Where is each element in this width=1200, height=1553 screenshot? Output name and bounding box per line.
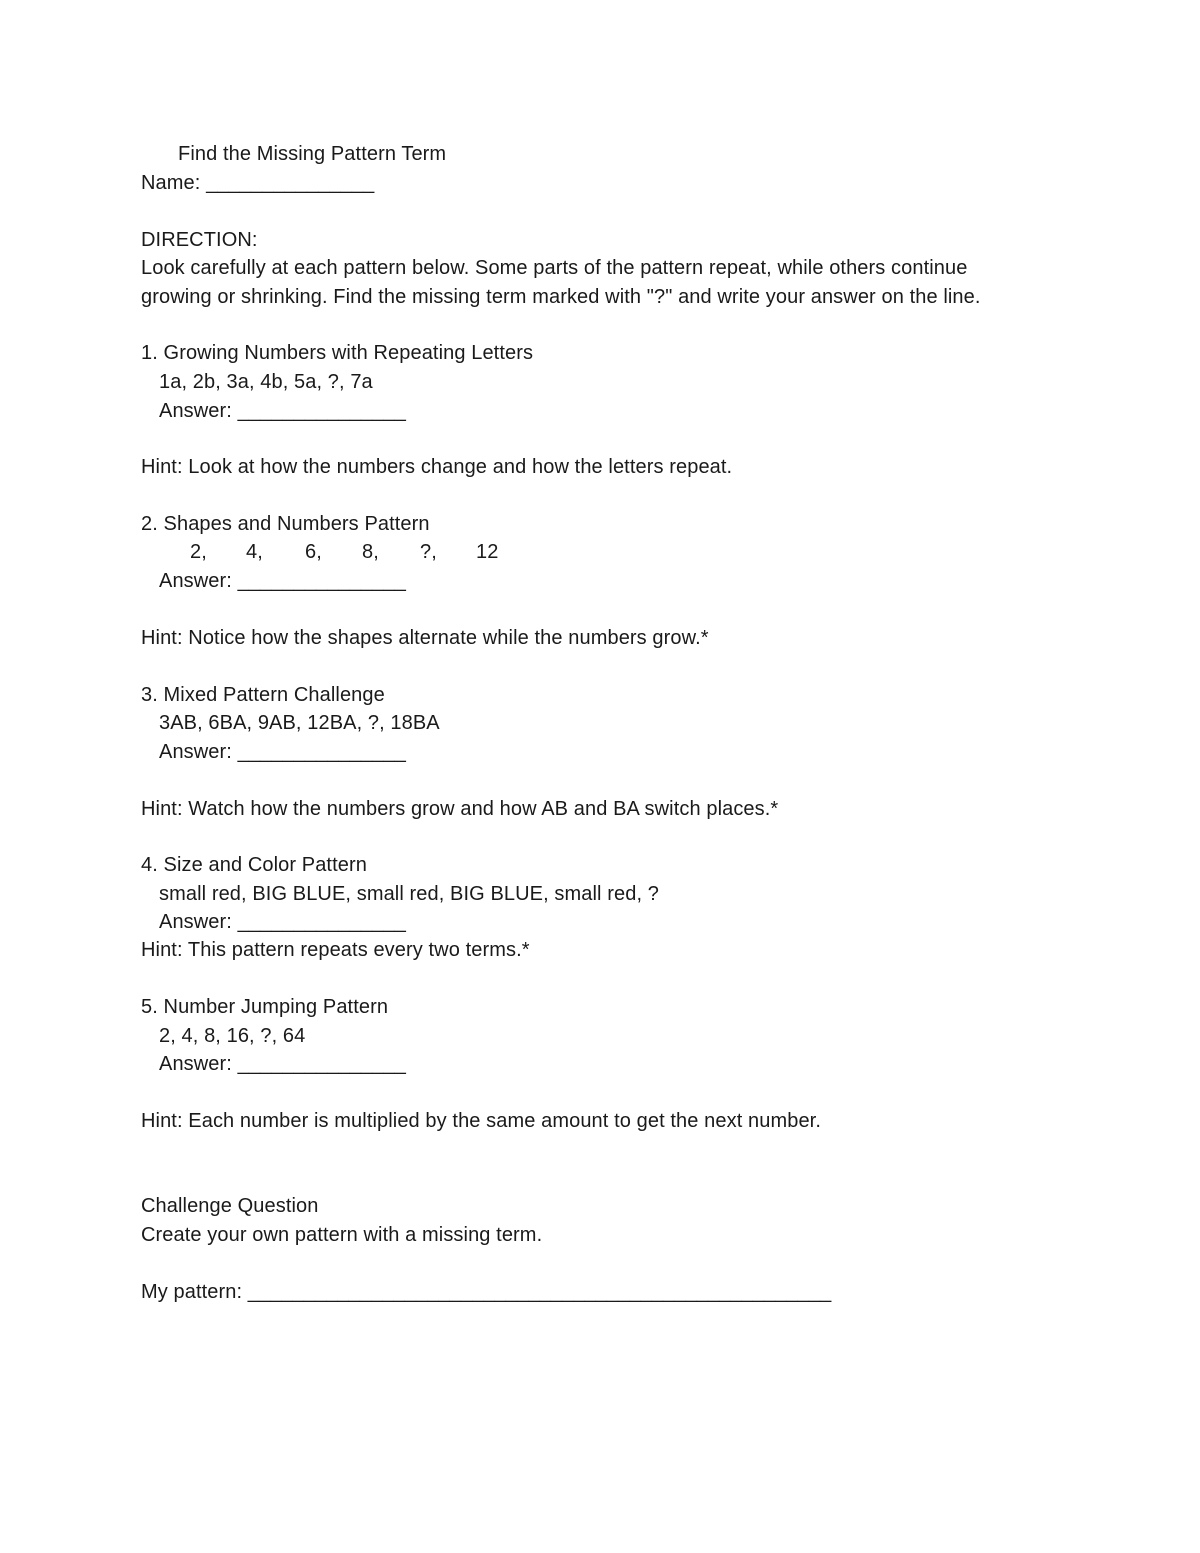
problem-2-term: 2,: [190, 541, 207, 563]
worksheet-title: Find the Missing Pattern Term: [178, 143, 447, 165]
name-line: Name: _______________: [141, 172, 375, 194]
direction-label: DIRECTION:: [141, 229, 258, 251]
problem-2-term: ?,: [420, 541, 437, 563]
problem-2-term: 6,: [305, 541, 322, 563]
problem-5-answer-line: Answer: _______________: [159, 1053, 406, 1075]
challenge-prompt: Create your own pattern with a missing term.: [141, 1224, 543, 1246]
problem-3-answer-line: Answer: _______________: [159, 741, 406, 763]
problem-2-hint: Hint: Notice how the shapes alternate while the numbers grow.*: [141, 627, 709, 649]
direction-text-line-2: growing or shrinking. Find the missing term marked with "?" and write your answer on the line.: [141, 286, 981, 308]
problem-2-sequence: [0, 540, 600, 564]
problem-2-term: 12: [476, 541, 499, 563]
problem-4-answer-line: Answer: _______________: [159, 911, 406, 933]
problem-4-heading: 4. Size and Color Pattern: [141, 854, 367, 876]
my-pattern-line: My pattern: ____________________________________________________: [141, 1281, 832, 1303]
direction-text-line-1: Look carefully at each pattern below. Some parts of the pattern repeat, while others continue: [141, 257, 968, 279]
problem-2-term: 4,: [246, 541, 263, 563]
problem-1-hint: Hint: Look at how the numbers change and how the letters repeat.: [141, 456, 733, 478]
problem-1-answer-line: Answer: _______________: [159, 400, 406, 422]
problem-5-heading: 5. Number Jumping Pattern: [141, 996, 389, 1018]
problem-3-hint: Hint: Watch how the numbers grow and how AB and BA switch places.*: [141, 798, 779, 820]
problem-4-hint: Hint: This pattern repeats every two terms.*: [141, 939, 530, 961]
problem-5-hint: Hint: Each number is multiplied by the same amount to get the next number.: [141, 1110, 821, 1132]
problem-4-sequence: small red, BIG BLUE, small red, BIG BLUE, small red, ?: [159, 883, 659, 905]
problem-2-answer-line: Answer: _______________: [159, 570, 406, 592]
problem-3-sequence: 3AB, 6BA, 9AB, 12BA, ?, 18BA: [159, 712, 440, 734]
problem-3-heading: 3. Mixed Pattern Challenge: [141, 684, 385, 706]
challenge-heading: Challenge Question: [141, 1195, 319, 1217]
problem-5-sequence: 2, 4, 8, 16, ?, 64: [159, 1025, 306, 1047]
problem-2-term: 8,: [362, 541, 379, 563]
problem-2-heading: 2. Shapes and Numbers Pattern: [141, 513, 430, 535]
problem-1-sequence: 1a, 2b, 3a, 4b, 5a, ?, 7a: [159, 371, 373, 393]
problem-1-heading: 1. Growing Numbers with Repeating Letters: [141, 342, 534, 364]
